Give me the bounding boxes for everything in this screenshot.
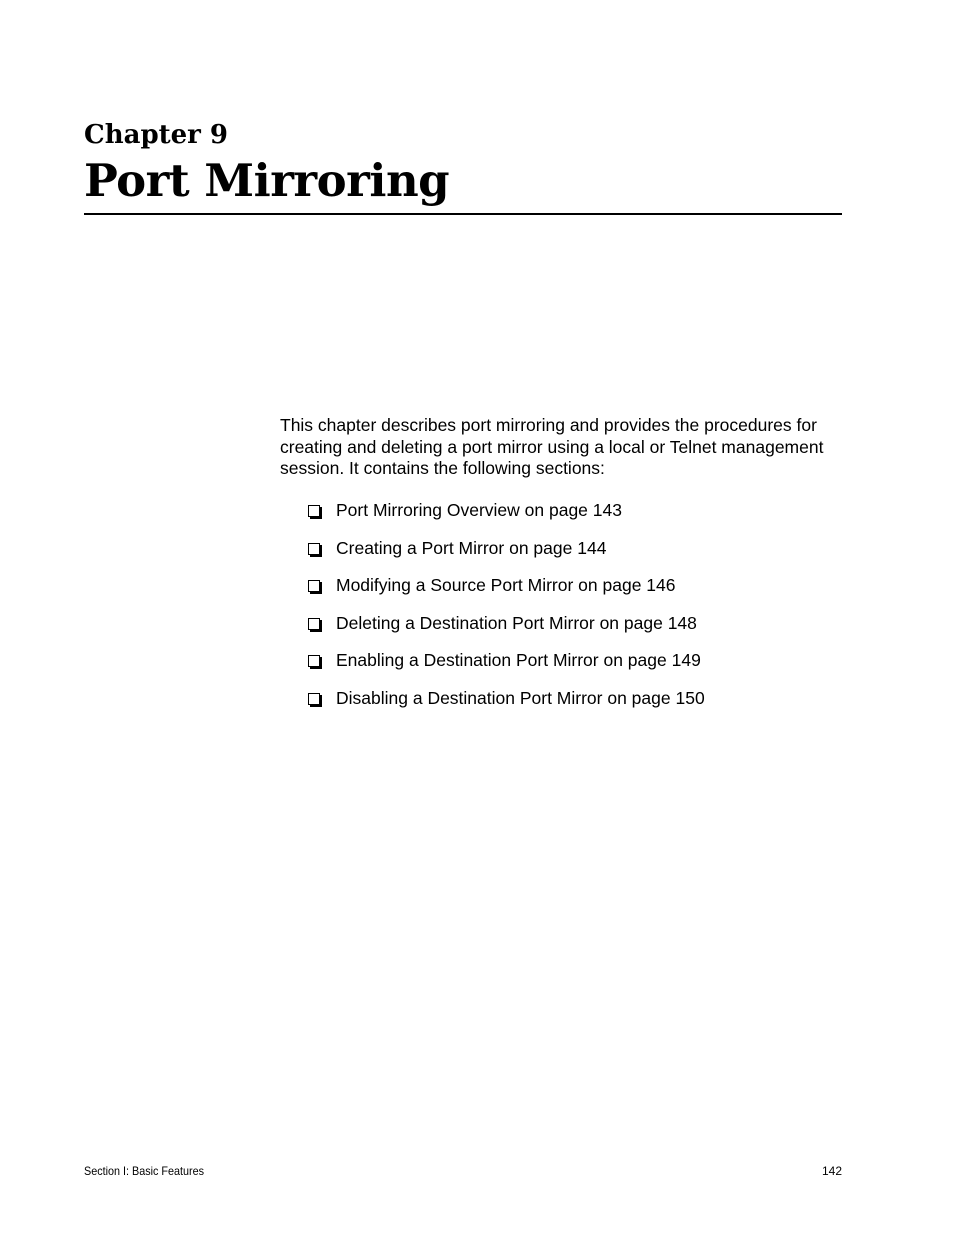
chapter-title: Port Mirroring (84, 154, 450, 207)
list-item (308, 500, 705, 538)
list-item (308, 538, 705, 576)
chapter-label: Chapter 9 (84, 120, 229, 150)
footer-section-label: Section I: Basic Features (84, 1164, 205, 1178)
checkbox-icon (308, 693, 320, 705)
section-link[interactable]: Enabling a Destination Port Mirror on page 149 (336, 650, 701, 670)
checkbox-icon (308, 543, 320, 555)
section-link[interactable]: Modifying a Source Port Mirror on page 146 (336, 575, 676, 595)
section-link[interactable]: Port Mirroring Overview on page 143 (336, 500, 622, 520)
title-divider (84, 213, 842, 215)
list-item (308, 688, 705, 726)
list-item (308, 613, 705, 651)
list-item (308, 650, 705, 688)
checkbox-icon (308, 505, 320, 517)
list-item (308, 575, 705, 613)
checkbox-icon (308, 580, 320, 592)
section-link[interactable]: Deleting a Destination Port Mirror on page 148 (336, 612, 697, 633)
section-list (308, 500, 705, 725)
checkbox-icon (308, 655, 320, 667)
footer-page-number: 142 (821, 1164, 842, 1178)
section-link[interactable]: Disabling a Destination Port Mirror on page 150 (336, 687, 705, 708)
intro-paragraph: This chapter describes port mirroring and provides the procedures for creating and deleting a port mirror using a local or Telnet management session. It contains the following sections: (280, 415, 824, 479)
section-link[interactable]: Creating a Port Mirror on page 144 (336, 537, 607, 558)
checkbox-icon (308, 618, 320, 630)
